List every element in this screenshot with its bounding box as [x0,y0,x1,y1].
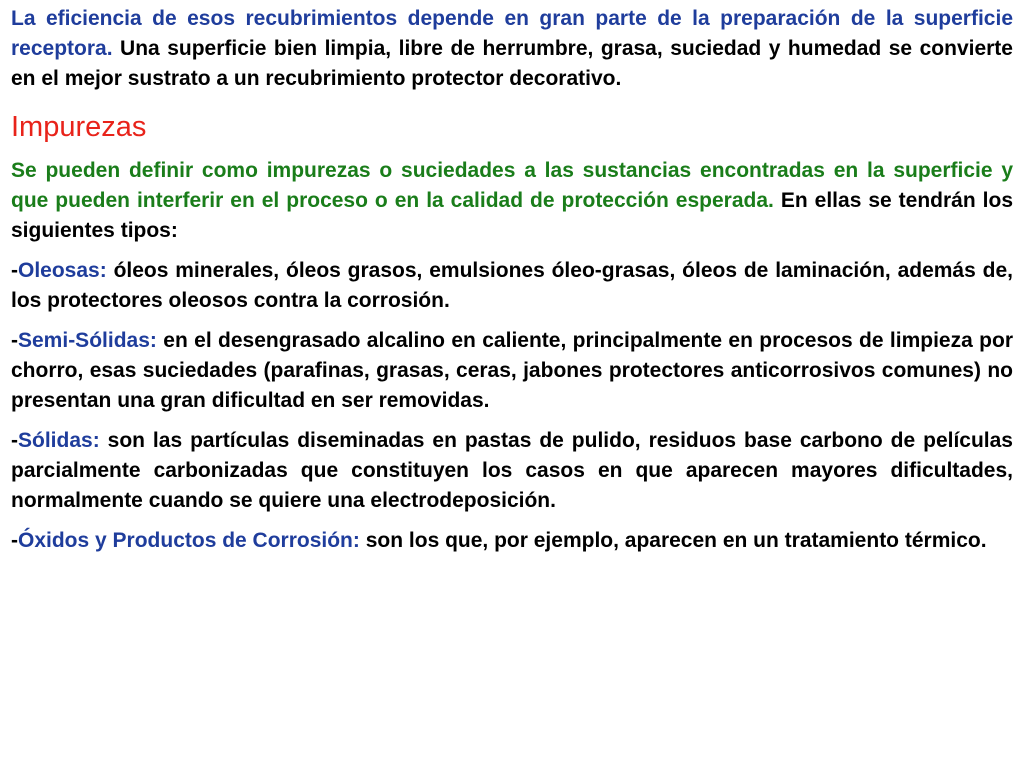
type-description: son las partículas diseminadas en pastas de pulido, residuos base carbono de películas parcialmente carbonizadas que constituyen los casos en que aparecen mayores dificultades, normalmente cuando se quiere una electrodeposición. [11,429,1013,512]
type-term: Óxidos y Productos de Corrosión: [18,529,360,552]
type-term: Sólidas: [18,429,100,452]
type-description: son los que, por ejemplo, aparecen en un tratamiento térmico. [365,529,987,552]
intro-lead: La eficiencia de esos recubrimientos depende en gran parte de la preparación de la superficie receptora. [11,7,1013,60]
intro-paragraph [11,4,1013,94]
type-description: óleos minerales, óleos grasos, emulsiones óleo-grasas, óleos de laminación, además de, los protectores oleosos contra la corrosión. [11,259,1013,312]
type-oleosas [11,256,1013,316]
type-oxidos [11,526,1013,556]
definition-rest: En ellas se tendrán los siguientes tipos: [11,189,1013,242]
type-dash: - [11,259,18,282]
type-description: en el desengrasado alcalino en caliente, principalmente en procesos de limpieza por chorro, esas suciedades (parafinas, grasas, ceras, jabones protectores anticorrosivos comunes) no presentan una gran dificultad en ser removidas. [11,329,1013,412]
type-term: Oleosas: [18,259,107,282]
type-dash: - [11,429,18,452]
type-semi-solidas [11,326,1013,416]
intro-rest: Una superficie bien limpia, libre de herrumbre, grasa, suciedad y humedad se convierte en el mejor sustrato a un recubrimiento protector decorativo. [11,37,1013,90]
definition-lead: Se pueden definir como impurezas o suciedades a las sustancias encontradas en la superficie y que pueden interferir en el proceso o en la calidad de protección esperada. [11,159,1013,212]
type-dash: - [11,529,18,552]
type-solidas [11,426,1013,516]
section-heading: Impurezas [11,111,147,143]
definition-paragraph [11,156,1013,246]
type-term: Semi-Sólidas: [18,329,157,352]
type-dash: - [11,329,18,352]
